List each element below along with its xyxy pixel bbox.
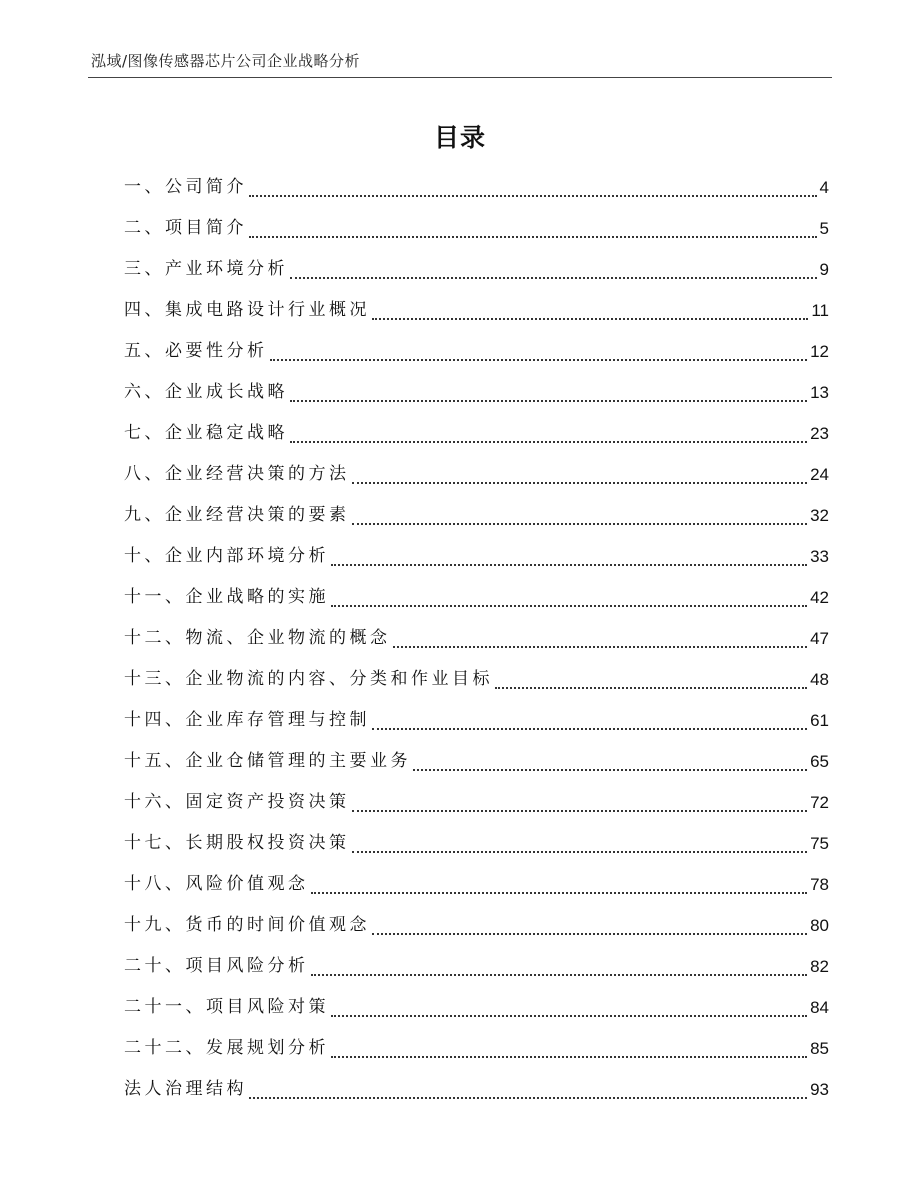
toc-entry[interactable] bbox=[124, 823, 829, 864]
toc-leader-dots bbox=[331, 564, 807, 566]
toc-entry-label: 风险价值观念 bbox=[185, 874, 309, 894]
toc-entry[interactable] bbox=[124, 577, 829, 618]
toc-entry-number: 十七、 bbox=[124, 833, 186, 853]
toc-entry-label: 项目简介 bbox=[165, 218, 247, 238]
toc-entry[interactable] bbox=[124, 782, 829, 823]
toc-entry[interactable] bbox=[124, 946, 829, 987]
toc-entry-label: 企业战略的实施 bbox=[185, 587, 329, 607]
toc-leader-dots bbox=[331, 1015, 807, 1017]
toc-entry-number: 十四、 bbox=[124, 710, 186, 730]
toc-entry-label: 项目风险分析 bbox=[185, 956, 309, 976]
toc-entry-number: 八、 bbox=[124, 464, 165, 484]
toc-title: 目录 bbox=[433, 123, 486, 152]
toc-entry-page: 80 bbox=[810, 916, 829, 935]
toc-entry-number: 十九、 bbox=[124, 915, 186, 935]
toc-entry[interactable] bbox=[124, 741, 829, 782]
toc-leader-dots bbox=[331, 1056, 807, 1058]
toc-entry-page: 75 bbox=[810, 834, 829, 853]
page-header: 泓域/图像传感器芯片公司企业战略分析 bbox=[91, 52, 361, 70]
toc-entry[interactable] bbox=[124, 249, 829, 290]
toc-entry-label: 货币的时间价值观念 bbox=[185, 915, 370, 935]
toc-leader-dots bbox=[495, 687, 807, 689]
toc-entry-label: 固定资产投资决策 bbox=[185, 792, 350, 812]
toc-entry-number: 十三、 bbox=[124, 669, 186, 689]
toc-entry-label: 集成电路设计行业概况 bbox=[165, 300, 370, 320]
toc-entry-label: 企业仓储管理的主要业务 bbox=[185, 751, 411, 771]
toc-entry[interactable] bbox=[124, 331, 829, 372]
toc-entry[interactable] bbox=[124, 372, 829, 413]
toc-entry-number: 二、 bbox=[124, 218, 165, 238]
toc-entry-page: 82 bbox=[810, 957, 829, 976]
toc-leader-dots bbox=[352, 810, 808, 812]
toc-entry-page: 23 bbox=[810, 424, 829, 443]
toc-entry-number: 六、 bbox=[124, 382, 165, 402]
toc-entry-page: 4 bbox=[819, 178, 829, 197]
toc-leader-dots bbox=[352, 482, 808, 484]
toc-entry-label: 项目风险对策 bbox=[206, 997, 329, 1017]
toc-entry-page: 32 bbox=[810, 506, 829, 525]
toc-leader-dots bbox=[393, 646, 808, 648]
toc-entry-number: 十八、 bbox=[124, 874, 186, 894]
toc-entry-page: 9 bbox=[819, 260, 829, 279]
toc-entry-page: 13 bbox=[810, 383, 829, 402]
toc-leader-dots bbox=[352, 523, 808, 525]
toc-entry-number: 七、 bbox=[124, 423, 165, 443]
toc-entry-page: 11 bbox=[811, 301, 829, 320]
toc-entry-number: 十五、 bbox=[124, 751, 186, 771]
toc-leader-dots bbox=[270, 359, 808, 361]
toc-entry-page: 33 bbox=[810, 547, 829, 566]
toc-leader-dots bbox=[311, 974, 808, 976]
toc-entry-label: 长期股权投资决策 bbox=[185, 833, 350, 853]
toc-entry-number: 四、 bbox=[124, 300, 165, 320]
toc-entry-page: 65 bbox=[810, 752, 829, 771]
toc-entry-page: 93 bbox=[810, 1080, 829, 1099]
toc-entry[interactable] bbox=[124, 659, 829, 700]
toc-entry-number: 十、 bbox=[124, 546, 165, 566]
toc-entry[interactable] bbox=[124, 700, 829, 741]
toc-entry-number: 二十一、 bbox=[124, 997, 206, 1017]
toc-entry-label: 企业成长战略 bbox=[165, 382, 288, 402]
toc-leader-dots bbox=[249, 1097, 807, 1099]
toc-entry-number: 三、 bbox=[124, 259, 165, 279]
toc-entry[interactable] bbox=[124, 987, 829, 1028]
toc-entry-label: 公司简介 bbox=[165, 177, 247, 197]
toc-entry[interactable] bbox=[124, 454, 829, 495]
toc-entry[interactable] bbox=[124, 1028, 829, 1069]
toc-entry-page: 42 bbox=[810, 588, 829, 607]
toc-entry-number: 十二、 bbox=[124, 628, 186, 648]
toc-entry-page: 78 bbox=[810, 875, 829, 894]
toc-leader-dots bbox=[372, 728, 807, 730]
toc-entry[interactable] bbox=[124, 905, 829, 946]
toc-entry[interactable] bbox=[124, 290, 829, 331]
toc-entry-label: 企业物流的内容、分类和作业目标 bbox=[185, 669, 493, 689]
toc-entry-label: 发展规划分析 bbox=[206, 1038, 329, 1058]
toc-entry-page: 24 bbox=[810, 465, 829, 484]
toc-entry[interactable] bbox=[124, 495, 829, 536]
toc-entry[interactable] bbox=[124, 536, 829, 577]
toc-leader-dots bbox=[290, 400, 807, 402]
toc-leader-dots bbox=[249, 195, 817, 197]
toc-entry-number: 十一、 bbox=[124, 587, 186, 607]
header-divider bbox=[88, 77, 832, 78]
toc-entry-label: 物流、企业物流的概念 bbox=[185, 628, 391, 648]
toc-leader-dots bbox=[290, 441, 807, 443]
toc-entry[interactable] bbox=[124, 864, 829, 905]
toc-leader-dots bbox=[413, 769, 807, 771]
toc-entry-page: 48 bbox=[810, 670, 829, 689]
toc-entry-label: 法人治理结构 bbox=[124, 1079, 247, 1099]
toc-entry-number: 二十二、 bbox=[124, 1038, 206, 1058]
toc-entry-page: 84 bbox=[810, 998, 829, 1017]
toc-entry-page: 47 bbox=[810, 629, 829, 648]
toc-entry-number: 五、 bbox=[124, 341, 165, 361]
toc-entry-label: 产业环境分析 bbox=[165, 259, 288, 279]
toc-entry[interactable] bbox=[124, 1069, 829, 1110]
toc-entry-label: 企业稳定战略 bbox=[165, 423, 288, 443]
toc-leader-dots bbox=[352, 851, 808, 853]
toc-leader-dots bbox=[372, 933, 807, 935]
toc-entry[interactable] bbox=[124, 167, 829, 208]
toc-entry-page: 12 bbox=[810, 342, 829, 361]
toc-leader-dots bbox=[249, 236, 817, 238]
toc-entry-page: 5 bbox=[819, 219, 829, 238]
toc-entry-page: 72 bbox=[810, 793, 829, 812]
toc-entry-label: 企业经营决策的方法 bbox=[165, 464, 350, 484]
toc-entry-number: 二十、 bbox=[124, 956, 186, 976]
toc-entry-label: 必要性分析 bbox=[165, 341, 268, 361]
toc-leader-dots bbox=[290, 277, 817, 279]
toc-leader-dots bbox=[372, 318, 808, 320]
toc-entry-label: 企业库存管理与控制 bbox=[185, 710, 370, 730]
toc-entry[interactable] bbox=[124, 208, 829, 249]
toc-entry[interactable] bbox=[124, 618, 829, 659]
toc-leader-dots bbox=[311, 892, 808, 894]
toc-entry-label: 企业内部环境分析 bbox=[165, 546, 329, 566]
table-of-contents bbox=[124, 167, 829, 1110]
toc-entry[interactable] bbox=[124, 413, 829, 454]
toc-entry-label: 企业经营决策的要素 bbox=[165, 505, 350, 525]
toc-entry-number: 十六、 bbox=[124, 792, 186, 812]
toc-entry-page: 85 bbox=[810, 1039, 829, 1058]
toc-entry-page: 61 bbox=[810, 711, 829, 730]
toc-entry-number: 九、 bbox=[124, 505, 165, 525]
toc-entry-number: 一、 bbox=[124, 177, 165, 197]
toc-leader-dots bbox=[331, 605, 807, 607]
